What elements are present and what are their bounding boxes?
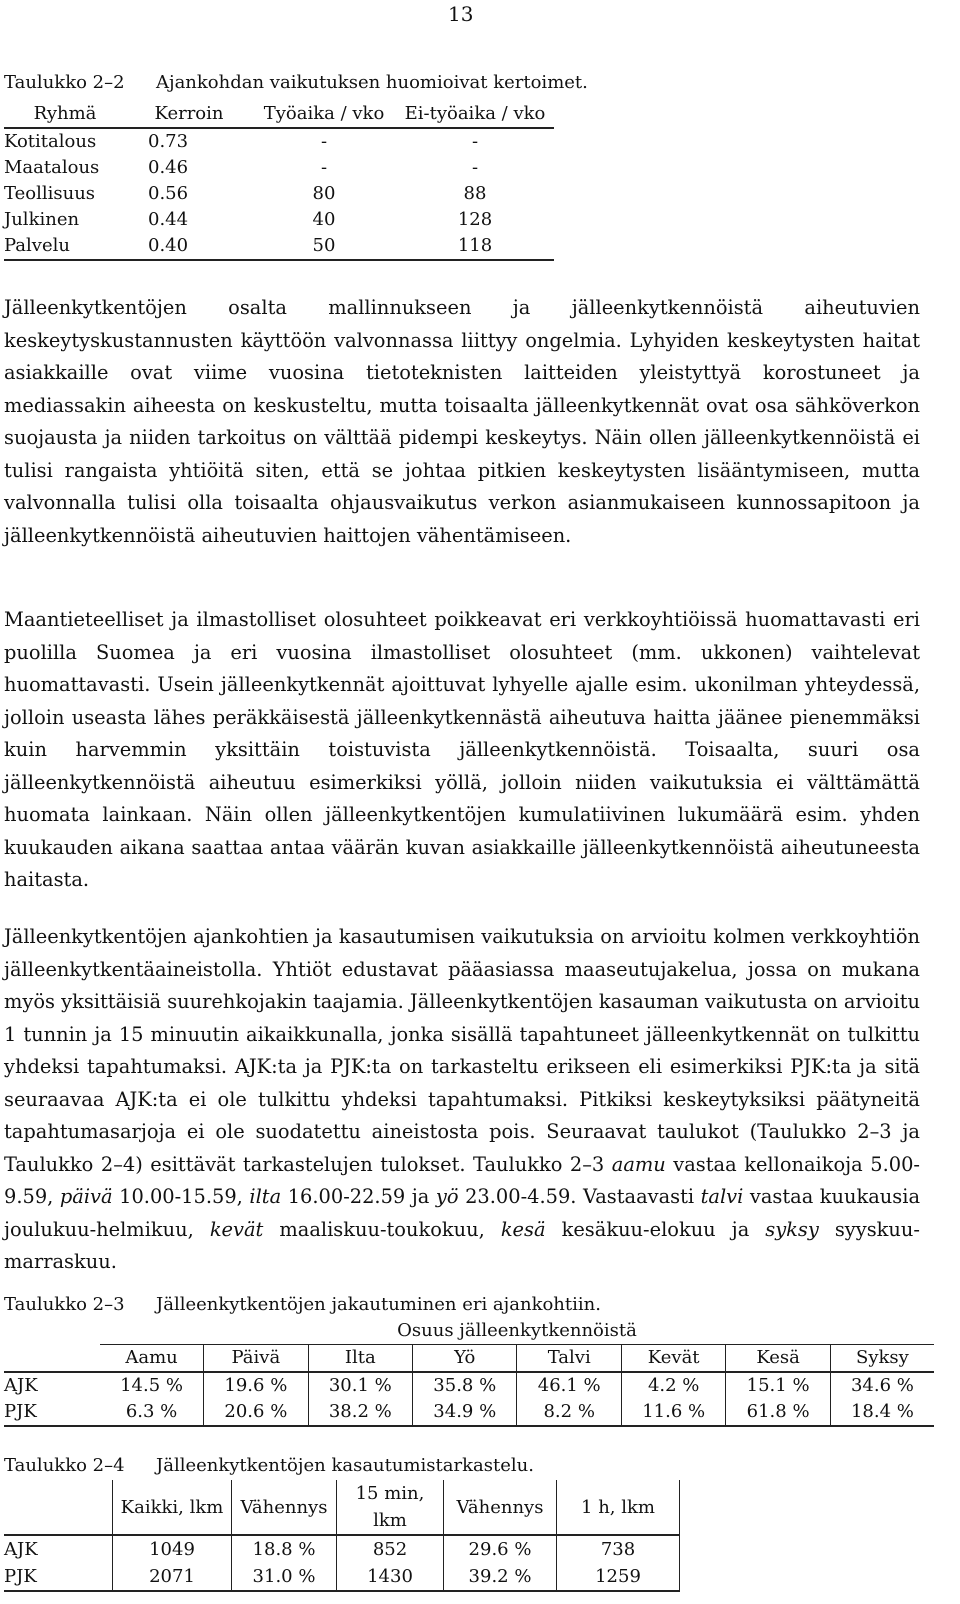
table-cell: 852 [337, 1535, 444, 1563]
table-cell: 46.1 % [517, 1372, 621, 1399]
table-row [4, 128, 554, 155]
table-cell: Julkinen [4, 209, 80, 230]
text-run: 23.00-4.59. Vastaavasti [465, 1185, 695, 1208]
table-cell: Palvelu [4, 235, 70, 256]
row-label: PJK [4, 1566, 37, 1587]
italic-term: ilta [249, 1185, 282, 1208]
table-header-row [4, 1345, 934, 1373]
table-cell: 118 [457, 235, 493, 256]
table-cell: 40 [312, 209, 336, 230]
caption-number: Taulukko 2–4 [4, 1455, 125, 1476]
table-cell: 15.1 % [726, 1372, 830, 1399]
table-cell: 50 [312, 235, 336, 256]
table-cell: 8.2 % [517, 1399, 621, 1426]
table-cell: Maatalous [4, 157, 100, 178]
column-header: Kerroin [154, 102, 224, 124]
table-cell: 1430 [337, 1563, 444, 1591]
table-cell: 20.6 % [204, 1399, 308, 1426]
row-label: AJK [4, 1375, 38, 1396]
table-cell: 18.4 % [850, 1401, 914, 1422]
column-header: Vähennys [444, 1480, 557, 1535]
table-2-2-caption [4, 72, 588, 93]
table-row [4, 207, 554, 233]
text-run: vastaa kellonaikoja 5.00-9.59, [4, 1152, 920, 1208]
table-cell: 34.6 % [850, 1375, 914, 1396]
table-header-row [4, 100, 554, 128]
table-cell: 29.6 % [444, 1535, 557, 1563]
caption-text: Jälleenkytkentöjen jakautuminen eri ajankohtiin. [156, 1294, 601, 1315]
column-header: Kesä [726, 1345, 830, 1373]
table-cell: Teollisuus [4, 183, 96, 204]
text-run: maaliskuu-toukokuu, [279, 1217, 485, 1241]
column-header: Vähennys [232, 1480, 337, 1535]
column-header: Päivä [204, 1345, 308, 1373]
table-cell: 30.1 % [308, 1372, 412, 1399]
table-row [4, 155, 554, 181]
table-cell: 35.8 % [413, 1372, 517, 1399]
text-run: Jälleenkytkentöjen ajankohtien ja kasautumisen vaikutuksia on arvioitu kolmen verkkoyhtiön jälleenkytkentäaineistolla. Yhtiöt edustavat pääasiassa maaseutujakelua, jossa on mukana myös yksittäisiä suurehkojakin taajamia. Jälleenkytkentöjen kasauman vaikutusta on arvioitu 1 tunnin ja 15 minuutin aikaikkunalla, jonka sisällä tapahtuneet jälleenkytkennät on tulkittu yhdeksi tapahtumaksi. AJK:ta ja PJK:ta on tarkasteltu erikseen eli esimerkiksi PJK:ta ja sitä seuraavaa AJK:ta ei ole tulkittu yhdeksi tapahtumaksi. Pitkiksi keskeytyksiksi päätyneitä tapahtumasarjoja ei ole suodatettu aineistosta pois. Seuraavat taulukot (Taulukko 2–3 ja Taulukko 2–4) esittävät tarkastelujen tulokset. Taulukko 2–3 [4, 925, 921, 1176]
table-cell: - [471, 157, 479, 178]
column-header: Kaikki, lkm [113, 1480, 232, 1535]
empty-cell [4, 1480, 113, 1535]
table-cell: 38.2 % [308, 1399, 412, 1426]
page-number: 13 [448, 2, 474, 26]
table-super-header-row [4, 1318, 934, 1345]
text-run: syyskuu-marraskuu. [4, 1217, 920, 1273]
table-cell: 2071 [113, 1563, 232, 1591]
table-cell: 4.2 % [621, 1372, 725, 1399]
paragraph-2: Maantieteelliset ja ilmastolliset olosuhteet poikkeavat eri verkkoyhtiöissä huomattavasti eri puolilla Suomea ja eri vuosina ilmastolliset olosuhteet (mm. ukkonen) vaihtelevat huomattavasti. Usein jälleenkytkennät ajoittuvat lyhyelle ajalle esim. ukonilman yhteydessä, jolloin useasta lähes peräkkäisestä jälleenkytkennästä aiheutuva haitta jäänee pienemmäksi kuin harvemmin yksittäin toistuvista jälleenkytkennöistä. Toisaalta, suuri osa jälleenkytkennöistä aiheutuu esimerkiksi yöllä, jolloin niiden vaikutuksia ei välttämättä huomata lainkaan. Näin ollen jälleenkytkentöjen kumulatiivinen lukumäärä esim. yhden kuukauden aikana saattaa antaa väärän kuvan asiakkaille jälleenkytkennöistä aiheutuneesta haitasta. [4, 608, 920, 891]
column-header: Aamu [100, 1345, 204, 1373]
table-cell: 1259 [557, 1563, 680, 1591]
table-cell: 88 [463, 183, 487, 204]
column-header: 1 h, lkm [557, 1480, 680, 1535]
table-cell: 0.46 [148, 157, 189, 178]
paragraph-3 [4, 921, 920, 1279]
column-header: Yö [413, 1345, 517, 1373]
table-cell: 11.6 % [621, 1399, 725, 1426]
text-run: vastaa kuukausia joulukuu-helmikuu, [4, 1185, 921, 1241]
table-cell: 61.8 % [726, 1399, 830, 1426]
row-label: PJK [4, 1401, 37, 1422]
italic-term: aamu [611, 1152, 666, 1176]
table-2-4-caption [4, 1455, 534, 1476]
table-cell: 39.2 % [444, 1563, 557, 1591]
table-2-3-caption [4, 1294, 601, 1315]
table-row [4, 1372, 934, 1399]
table-cell: - [320, 131, 328, 152]
column-header: Ei-työaika / vko [404, 102, 546, 124]
table-cell: 18.8 % [232, 1535, 337, 1563]
table-cell: 128 [457, 209, 493, 230]
table-cell: 31.0 % [232, 1563, 337, 1591]
column-header: Työaika / vko [263, 102, 385, 124]
table-row [4, 181, 554, 207]
super-header: Osuus jälleenkytkennöistä [100, 1318, 934, 1345]
paragraph-1: Jälleenkytkentöjen osalta mallinnukseen ja jälleenkytkennöistä aiheutuvien keskeytyskustannusten käyttöön valvonnassa liittyy ongelmia. Lyhyiden keskeytysten haitat asiakkaille ovat viime vuosina tietoteknisten laitteiden yleistyttyä korostuneet ja mediassakin aiheesta on keskusteltu, mutta toisaalta jälleenkytkennät ovat osa sähköverkon suojausta ja niiden tarkoitus on välttää pidempi keskeytys. Näin ollen jälleenkytkennöistä ei tulisi rangaista yhtiöitä siten, että se johtaa pitkien keskeytysten lisääntymiseen, mutta valvonnalla tulisi olla toisaalta ohjausvaikutus verkon asianmukaiseen kunnossapitoon ja jälleenkytkennöistä aiheutuvien haittojen vähentämiseen. [4, 296, 920, 547]
table-cell: 0.73 [148, 131, 189, 152]
caption-number: Taulukko 2–3 [4, 1294, 125, 1315]
table-cell: 738 [557, 1535, 680, 1563]
table-cell: 19.6 % [204, 1372, 308, 1399]
table-row [4, 1535, 680, 1563]
table-cell: 1049 [113, 1535, 232, 1563]
column-header: Syksy [830, 1345, 934, 1373]
table-row [4, 1563, 680, 1591]
column-header: Ilta [308, 1345, 412, 1373]
caption-text: Ajankohdan vaikutuksen huomioivat kertoimet. [156, 72, 588, 93]
caption-number: Taulukko 2–2 [4, 72, 125, 93]
table-row [4, 1399, 934, 1426]
column-header: Kevät [621, 1345, 725, 1373]
column-header: Talvi [517, 1345, 621, 1373]
text-run: 10.00-15.59, [119, 1185, 243, 1208]
italic-term: syksy [765, 1217, 819, 1241]
column-header: 15 min, lkm [337, 1480, 444, 1535]
italic-term: kevät [209, 1217, 264, 1241]
table-cell: 14.5 % [100, 1372, 204, 1399]
table-header-row [4, 1480, 680, 1535]
italic-term: kesä [500, 1217, 546, 1241]
table-cell: 0.44 [148, 209, 189, 230]
table-cell: 0.40 [148, 235, 189, 256]
table-cell: 34.9 % [413, 1399, 517, 1426]
italic-term: talvi [700, 1185, 744, 1208]
caption-text: Jälleenkytkentöjen kasautumistarkastelu. [156, 1455, 534, 1476]
table-cell: 80 [312, 183, 336, 204]
empty-cell [4, 1345, 100, 1373]
table-row [4, 233, 554, 260]
row-label: AJK [4, 1539, 38, 1560]
table-2-2 [4, 100, 554, 261]
column-header: Ryhmä [33, 102, 97, 124]
table-cell: 0.56 [148, 183, 189, 204]
italic-term: yö [435, 1185, 459, 1208]
table-2-3 [4, 1318, 934, 1427]
table-cell: - [320, 157, 328, 178]
table-cell: Kotitalous [4, 131, 97, 152]
italic-term: päivä [59, 1185, 113, 1208]
text-run: kesäkuu-elokuu ja [561, 1217, 750, 1241]
table-2-4 [4, 1480, 680, 1592]
table-cell: 6.3 % [100, 1399, 204, 1426]
text-run: 16.00-22.59 ja [287, 1185, 430, 1208]
table-cell: - [471, 131, 479, 152]
empty-cell [4, 1318, 100, 1345]
